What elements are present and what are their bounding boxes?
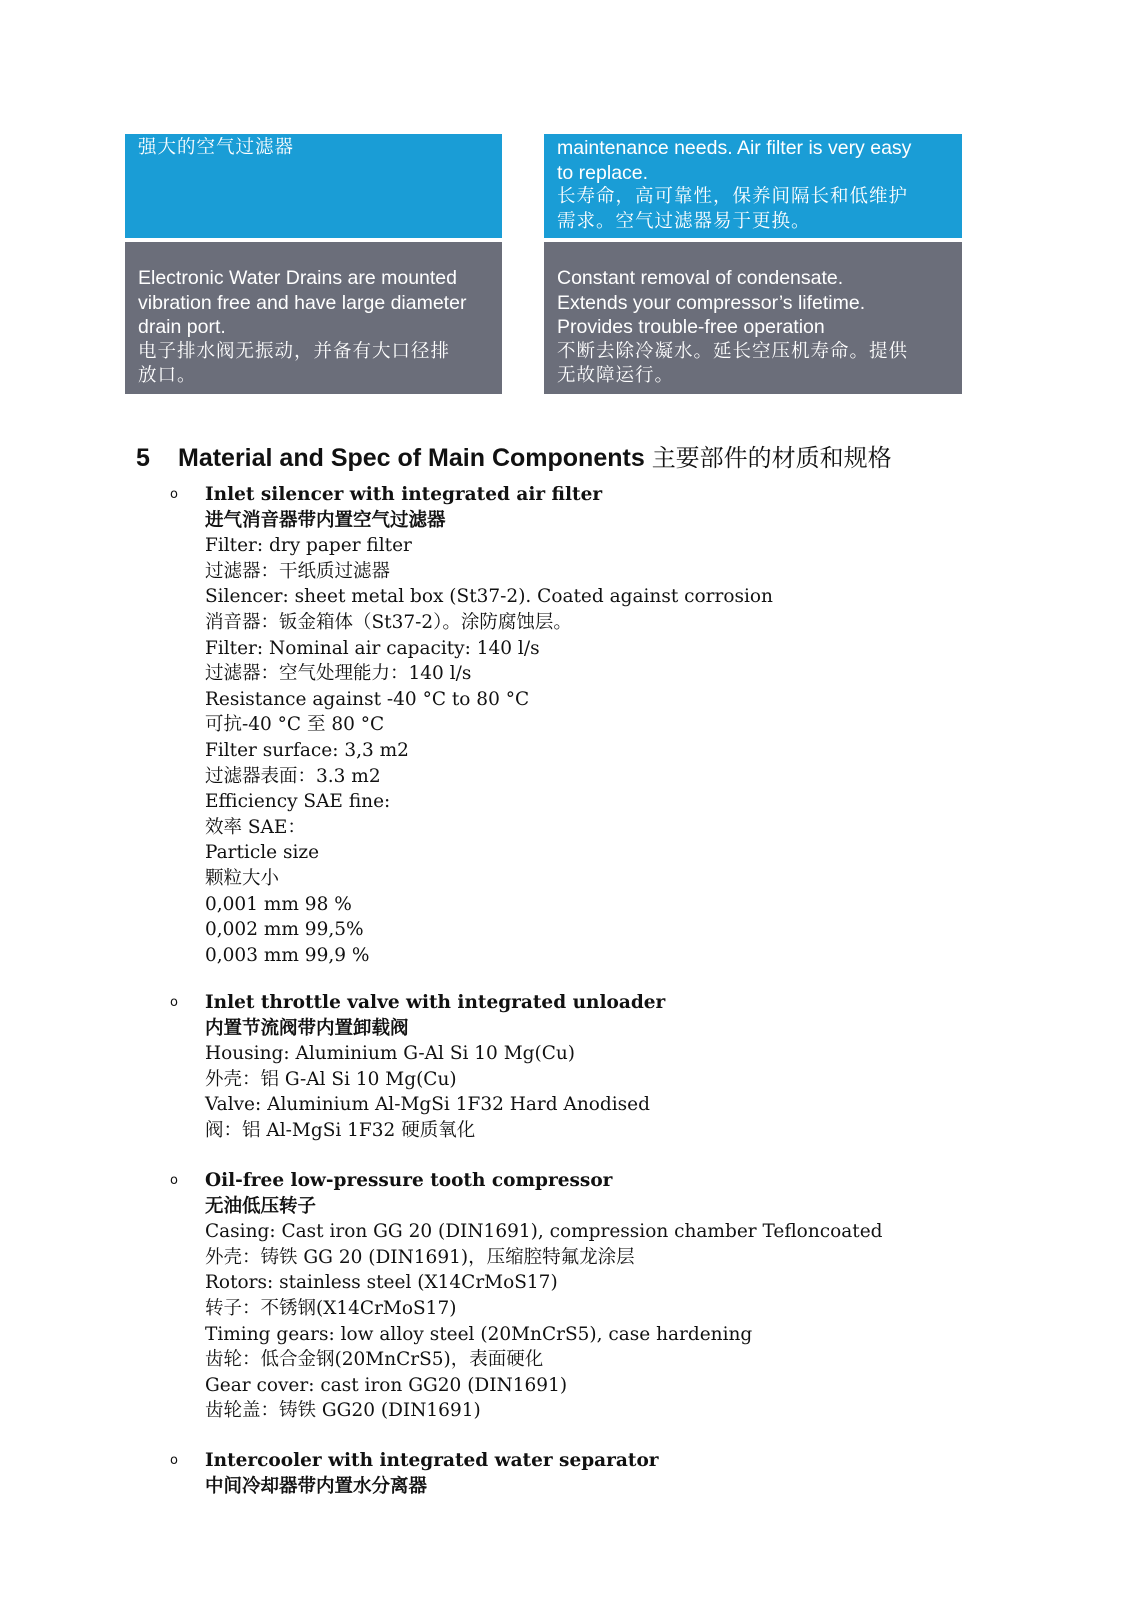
bullet-icon: o: [170, 1173, 178, 1188]
spec-line: 过滤器表面：3.3 m2: [205, 765, 381, 787]
section-title-en: Material and Spec of Main Components: [178, 444, 645, 472]
bullet-icon: o: [170, 1453, 178, 1468]
spec-line: 外壳：铝 G-Al Si 10 Mg(Cu): [205, 1068, 457, 1090]
section-title-zh: 主要部件的材质和规格: [651, 444, 892, 472]
spec-line: 可抗-40 °C 至 80 °C: [205, 714, 385, 736]
component-item: [170, 1448, 659, 1499]
feature-text-zh: 电子排水阀无振动，并备有大口径排: [138, 340, 451, 362]
spec-line: 转子：不锈钢(X14CrMoS17): [205, 1297, 457, 1319]
feature-text-zh: 无故障运行。: [557, 365, 675, 386]
spec-line: Particle size: [205, 842, 320, 864]
component-title-zh: 无油低压转子: [205, 1195, 317, 1217]
spec-line: Silencer: sheet metal box (St37-2). Coated against corrosion: [205, 586, 773, 608]
component-title-en: Intercooler with integrated water separator: [205, 1450, 659, 1471]
component-title-en: Inlet throttle valve with integrated unloader: [205, 992, 666, 1013]
feature-box-water-drains: [125, 242, 502, 394]
spec-line: Filter: Nominal air capacity: 140 l/s: [205, 637, 540, 659]
spec-line: 颗粒大小: [205, 867, 280, 889]
feature-text-en: Provides trouble-free operation: [557, 316, 825, 338]
feature-text-zh: 不断去除冷凝水。延长空压机寿命。提供: [557, 340, 909, 362]
spec-line: Rotors: stainless steel (X14CrMoS17): [205, 1272, 558, 1294]
spec-line: Timing gears: low alloy steel (20MnCrS5), case hardening: [205, 1323, 753, 1345]
feature-text-en: Constant removal of condensate.: [557, 267, 844, 289]
spec-line: 0,003 mm 99,9 %: [205, 944, 370, 966]
feature-text-en: Extends your compressor’s lifetime.: [557, 291, 866, 314]
bullet-icon: o: [170, 995, 178, 1010]
spec-line: 消音器：钣金箱体（St37-2）。涂防腐蚀层。: [205, 611, 572, 633]
spec-line: 过滤器：空气处理能力：140 l/s: [205, 663, 472, 685]
feature-text-en: Electronic Water Drains are mounted: [138, 267, 457, 289]
spec-line: 0,001 mm 98 %: [205, 893, 352, 915]
spec-line: Filter surface: 3,3 m2: [205, 739, 409, 761]
section-heading: [136, 442, 892, 474]
spec-line: Efficiency SAE fine:: [205, 791, 391, 813]
spec-line: Filter: dry paper filter: [205, 535, 412, 557]
spec-line: Casing: Cast iron GG 20 (DIN1691), compression chamber Tefloncoated: [205, 1221, 883, 1243]
feature-text-en: drain port.: [138, 316, 226, 338]
spec-line: 过滤器：干纸质过滤器: [205, 560, 391, 582]
feature-text-zh: 长寿命，高可靠性，保养间隔长和低维护: [557, 186, 909, 207]
feature-text-en: to replace.: [557, 161, 649, 184]
feature-box-air-filter: [125, 134, 502, 238]
component-item: [170, 482, 773, 968]
feature-text-zh: 放口。: [138, 365, 197, 386]
spec-line: Valve: Aluminium Al-MgSi 1F32 Hard Anodised: [205, 1094, 650, 1116]
component-title-zh: 进气消音器带内置空气过滤器: [205, 509, 446, 531]
feature-text-en: vibration free and have large diameter: [138, 291, 467, 314]
spec-line: 0,002 mm 99,5%: [205, 919, 364, 941]
bullet-icon: o: [170, 487, 178, 502]
component-item: [170, 990, 665, 1144]
feature-text-zh: 需求。空气过滤器易于更换。: [557, 210, 811, 232]
spec-line: 齿轮盖：铸铁 GG20 (DIN1691): [205, 1400, 481, 1422]
feature-text-en: maintenance needs. Air filter is very easy: [557, 137, 912, 159]
spec-line: 外壳：铸铁 GG 20 (DIN1691)，压缩腔特氟龙涂层: [205, 1246, 635, 1268]
section-number: 5: [136, 444, 150, 472]
component-title-zh: 中间冷却器带内置水分离器: [205, 1475, 428, 1497]
spec-line: 效率 SAE：: [205, 816, 306, 838]
spec-line: 齿轮：低合金钢(20MnCrS5)，表面硬化: [205, 1349, 544, 1371]
spec-line: Housing: Aluminium G-Al Si 10 Mg(Cu): [205, 1043, 575, 1065]
feature-text-zh: 强大的空气过滤器: [138, 137, 295, 158]
spec-line: 阀：铝 Al-MgSi 1F32 硬质氧化: [205, 1119, 476, 1141]
spec-line: Resistance against -40 °C to 80 °C: [205, 688, 530, 710]
component-item: [170, 1168, 883, 1424]
feature-box-maintenance: [544, 134, 962, 238]
component-title-en: Inlet silencer with integrated air filter: [205, 484, 603, 505]
feature-box-condensate: [544, 242, 962, 394]
component-title-en: Oil-free low-pressure tooth compressor: [205, 1170, 613, 1191]
component-title-zh: 内置节流阀带内置卸载阀: [205, 1017, 409, 1039]
spec-line: Gear cover: cast iron GG20 (DIN1691): [205, 1374, 568, 1396]
